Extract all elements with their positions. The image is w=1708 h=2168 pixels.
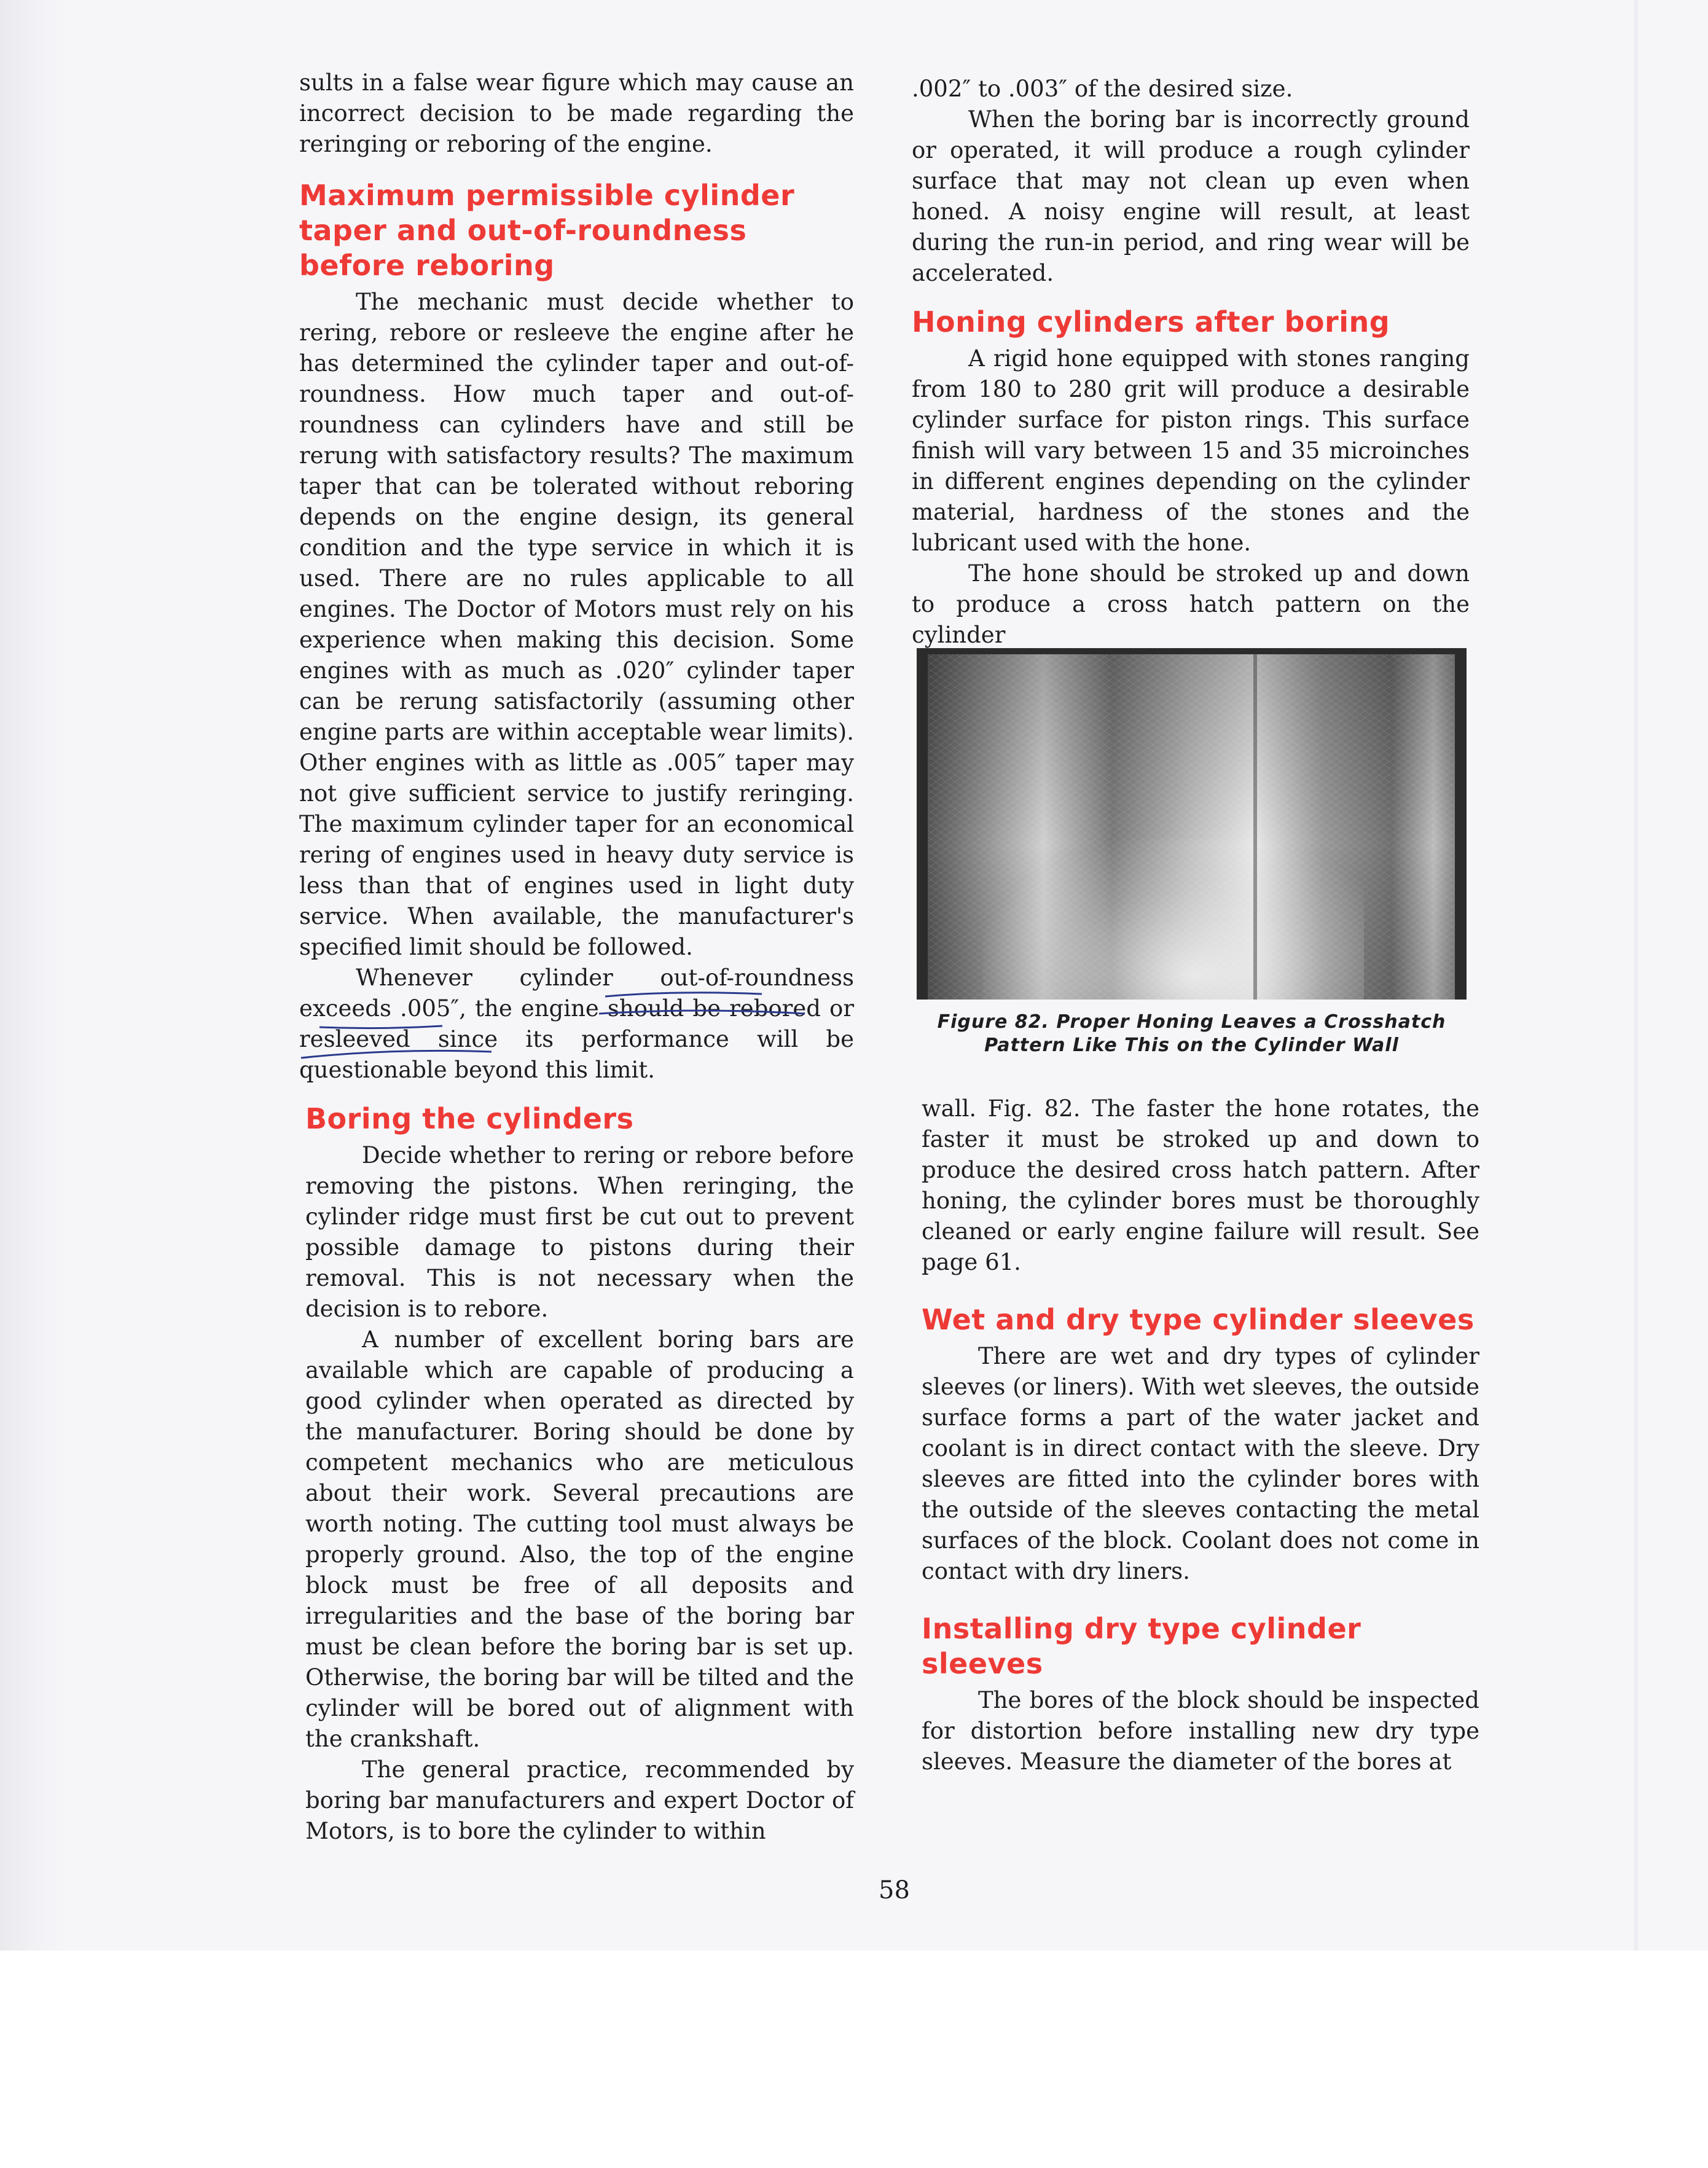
- crosshatch-cylinder-photo: [928, 654, 1455, 1000]
- left-text-column: [299, 68, 854, 1847]
- paragraph-boring-3: The general practice, recommended by boring bar manufacturers and expert Doctor of Motors, is to bore the cylinder to within: [305, 1756, 854, 1844]
- right-text-column-upper: [912, 74, 1470, 651]
- heading-installing-sleeves: Installing dry type cylinder sleeves: [922, 1612, 1361, 1680]
- heading-honing: Honing cylinders after boring: [912, 305, 1390, 339]
- page-binding-edge: [0, 0, 68, 1951]
- paragraph-taper-2: Whenever cylinder out-of-roundness exceeds .005″, the engine should be rebored or resleeved since its performance will be questionable beyond this limit.: [299, 965, 854, 1083]
- right-text-column-lower: [922, 1094, 1479, 1777]
- paragraph-honing-1: A rigid hone equipped with stones ranging from 180 to 280 grit will produce a desirable cylinder surface for piston rings. This surface finish will vary between 15 and 35 microinches in different engines depending on the cylinder material, hardness of the stones and the lubricant used with the hone.: [912, 345, 1470, 556]
- paragraph-installing: The bores of the block should be inspected for distortion before installing new dry type sleeves. Measure the diameter of the bores at: [922, 1687, 1479, 1775]
- paragraph-honing-2: The hone should be stroked up and down to produce a cross hatch pattern on the cylinder: [912, 560, 1470, 648]
- paragraph-taper-1: The mechanic must decide whether to rering, rebore or resleeve the engine after he has determined the cylinder taper and out-of-roundness. How much taper and out-of-roundness can cylinders have and still be rerung with satisfactory results? The maximum taper that can be tolerated without reboring depends on the engine design, its general condition and the type service in which it is used. There are no rules applicable to all engines. The Doctor of Motors must rely on his experience when making this decision. Some engines with as much as .020″ cylinder taper can be rerung satisfactorily (assuming other engine parts are within acceptable wear limits). Other engines with as little as .005″ taper may not give sufficient service to justify reringing. The maximum cylinder taper for an economical rering of engines used in heavy duty service is less than that of engines used in light duty service. When available, the manufacturer's specified limit should be followed.: [299, 289, 854, 960]
- photo-seam: [1253, 654, 1257, 1000]
- heading-max-taper: Maximum permissible cylinder taper and out-of-roundness before reboring: [299, 179, 795, 282]
- page-right-edge: [1634, 0, 1638, 1951]
- paragraph-rough-surface: When the boring bar is incorrectly ground or operated, it will produce a rough cylinder surface that may not clean up even when honed. A noisy engine will result, at least during the run-in period, and ring wear will be accelerated.: [912, 106, 1470, 286]
- figure-82-caption: Figure 82. Proper Honing Leaves a Crosshatch Pattern Like This on the Cylinder Wall: [937, 1011, 1446, 1056]
- paragraph-sleeves: There are wet and dry types of cylinder sleeves (or liners). With wet sleeves, the outside surface forms a part of the water jacket and coolant is in direct contact with the sleeve. Dry sleeves are fitted into the cylinder bores with the outside of the sleeves contacting the metal surfaces of the block. Coolant does not come in contact with dry liners.: [922, 1343, 1479, 1584]
- photo-highlight: [983, 839, 1364, 1000]
- page-number: 58: [879, 1876, 910, 1904]
- heading-boring: Boring the cylinders: [305, 1102, 634, 1135]
- paragraph-boring-2: A number of excellent boring bars are available which are capable of producing a good cylinder when operated as directed by the manufacturer. Boring should be done by competent mechanics who are meticulous about their work. Several precautions are worth noting. The cutting tool must always be properly ground. Also, the top of the engine block must be free of all deposits and irregularities and the base of the boring bar must be clean before the boring bar is set up. Otherwise, the boring bar will be tilted and the cylinder will be bored out of alignment with the crankshaft.: [305, 1326, 854, 1752]
- heading-wet-dry-sleeves: Wet and dry type cylinder sleeves: [922, 1303, 1475, 1336]
- figure-82-photo-frame: [917, 648, 1467, 1000]
- paragraph-wall: wall. Fig. 82. The faster the hone rotates, the faster it must be stroked up and down to produce the desired cross hatch pattern. After honing, the cylinder bores must be thoroughly cleaned or early engine failure will result. See page 61.: [922, 1095, 1479, 1275]
- paragraph-intro: sults in a false wear figure which may cause an incorrect decision to be made regarding the reringing or reboring of the engine.: [299, 69, 854, 157]
- paragraph-continued-size: .002″ to .003″ of the desired size.: [912, 76, 1293, 102]
- paragraph-boring-1: Decide whether to rering or rebore before removing the pistons. When reringing, the cylinder ridge must first be cut out to prevent possible damage to pistons during their removal. This is not necessary when the decision is to rebore.: [305, 1142, 854, 1322]
